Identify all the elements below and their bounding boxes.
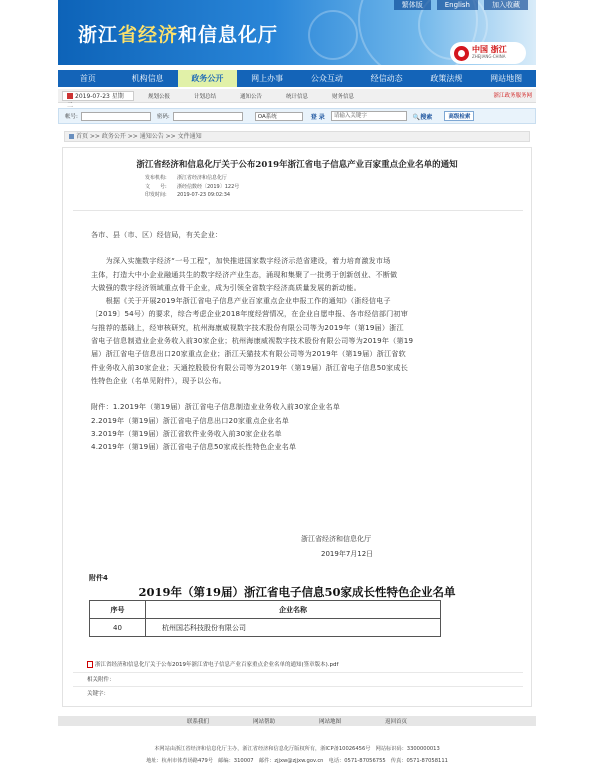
traditional-chinese-link[interactable]: 繁体版 xyxy=(394,0,431,10)
site-banner xyxy=(58,0,536,65)
table-header: 企业名称 xyxy=(146,601,441,619)
sign-date: 2019年7月12日 xyxy=(321,550,374,558)
calendar-icon xyxy=(67,93,73,99)
annex-title: 2019年（第19届）浙江省电子信息50家成长性特色企业名单 xyxy=(138,585,456,599)
pdf-link-text: 浙江省经济和信息化厅关于公布2019年浙江省电子信息产业百家重点企业名单的通知(签章版本).pdf xyxy=(95,662,339,668)
add-favorite-link[interactable]: 加入收藏 xyxy=(484,0,528,10)
table-header-row xyxy=(90,601,441,619)
meta-key: 文 号: xyxy=(145,183,167,190)
account-input[interactable] xyxy=(81,112,151,121)
article-panel xyxy=(62,147,532,707)
site-title[interactable] xyxy=(78,20,278,47)
attachment-item: 4.2019年（第19届）浙江省电子信息50家成长性特色企业名单 xyxy=(91,442,297,452)
password-label: 密码: xyxy=(156,114,170,120)
subnav-link-finance[interactable]: 财务信息 xyxy=(332,93,355,100)
china-logo-en: ZHEJIANG·CHINA xyxy=(472,54,506,59)
account-label: 帐号: xyxy=(65,114,78,120)
paragraph-line: 件业务收入前30家企业；天通控股股份有限公司等为2019年（第19届）浙江省电子信息50家成长 xyxy=(91,362,408,372)
paragraph-line: 省电子信息制造业企业务收入前30家企业；杭州海康威视数字技术股份有限公司等为2019年（第19 xyxy=(91,336,414,346)
paragraph-line: 届）浙江省电子信息出口20家重点企业；浙江天猫技术有限公司等为2019年（第19届）浙江省软 xyxy=(91,349,406,359)
subnav-link-plans[interactable]: 规划公报 xyxy=(148,93,171,100)
table-row xyxy=(90,619,441,637)
nav-item-organization[interactable]: 机构信息 xyxy=(131,74,164,83)
site-title-part: 浙江 xyxy=(78,24,119,46)
salutation: 各市、县（市、区）经信局，有关企业： xyxy=(91,230,223,239)
article-body xyxy=(91,228,515,453)
paragraph-line: 〔2019〕54号）的要求，综合考虑企业2018年度经营情况，在企业自愿申报、各市经信部门初审 xyxy=(91,309,408,319)
system-select[interactable]: OA系统 xyxy=(255,112,303,121)
paragraph-line: 与推荐的基础上，经审核研究，杭州海康威视数字技术股份有限公司等为2019年（第19届）浙江 xyxy=(91,322,404,332)
divider xyxy=(73,686,523,687)
related-attachments-label: 相关附件： xyxy=(87,677,115,683)
nav-item-policies[interactable]: 政策法规 xyxy=(430,74,463,83)
meta-key: 发布机构: xyxy=(145,175,167,181)
nav-item-government-affairs[interactable]: 政务公开 xyxy=(178,70,238,87)
meta-row xyxy=(145,183,239,192)
meta-value: 浙江省经济和信息化厅 xyxy=(177,175,228,181)
pdf-attachment-link[interactable] xyxy=(87,660,338,668)
paragraph-line: 性特色企业（名单见附件），现予以公布。 xyxy=(91,375,227,385)
nav-item-home[interactable]: 首页 xyxy=(79,74,96,83)
login-search-bar xyxy=(58,108,536,124)
site-title-part: 省 xyxy=(118,24,139,46)
paragraph-line: 大做强的数字经济领域重点骨干企业，成为引领全省数字经济高质量发展的新动能。 xyxy=(91,282,361,292)
meta-row xyxy=(145,191,239,200)
meta-value: 浙经信数经〔2019〕122号 xyxy=(177,183,240,190)
main-nav xyxy=(58,70,536,87)
footer-link-contact[interactable]: 联系我们 xyxy=(186,719,209,725)
login-button[interactable]: 登 录 xyxy=(310,113,325,121)
footer-link-help[interactable]: 网站帮助 xyxy=(252,719,275,725)
sub-nav xyxy=(58,89,536,109)
article-title: 浙江省经济和信息化厅关于公布2019年浙江省电子信息产业百家重点企业名单的通知 xyxy=(136,160,458,170)
advanced-search-button[interactable]: 高级检索 xyxy=(444,111,474,121)
meta-value: 2019-07-23 09:02:34 xyxy=(177,192,231,199)
date-display xyxy=(62,91,134,109)
site-title-part: 和信息化厅 xyxy=(178,24,279,46)
china-logo-text xyxy=(472,45,507,61)
sub-nav-links xyxy=(148,92,378,100)
date-text: 2019-07-23 星期二 xyxy=(67,92,124,109)
attachment-item: 2.2019年（第19届）浙江省电子信息出口20家重点企业名单 xyxy=(91,415,290,425)
footer-contact-info: 地址：杭州市体育场路479号 邮编：310007 邮件：zjjxw@zjjxw.gov.cn 电话：0571-87056755 传真：0571-87058111 xyxy=(146,758,448,764)
pdf-icon xyxy=(87,661,93,668)
attachment-item: 附件：1.2019年（第19届）浙江省电子信息制造业业务收入前30家企业名单 xyxy=(91,402,341,412)
breadcrumb-text[interactable]: 首页 >> 政务公开 >> 通知公告 >> 文件通知 xyxy=(76,133,202,140)
spacer xyxy=(91,387,515,400)
divider xyxy=(73,210,523,211)
table-cell: 40 xyxy=(90,619,146,637)
gov-service-link[interactable]: 浙江政务服务网 xyxy=(493,93,532,99)
site-title-part: 经济 xyxy=(138,24,179,46)
footer-nav xyxy=(58,716,536,726)
signature-block xyxy=(301,532,373,562)
table-header: 序号 xyxy=(90,601,146,619)
search-button[interactable]: 🔍搜索 xyxy=(412,113,433,121)
annex-table xyxy=(89,600,441,637)
page-wrapper xyxy=(58,0,536,774)
attachment-item: 3.2019年（第19届）浙江省软件业务收入前30家企业名单 xyxy=(91,428,282,438)
meta-key: 印发时间: xyxy=(145,192,167,199)
divider xyxy=(73,672,523,673)
china-logo-icon xyxy=(454,46,469,61)
breadcrumb xyxy=(64,131,530,142)
paragraph-line: 为深入实施数字经济“一号工程”，加快推进国家数字经济示范省建设，着力培育激发市场 xyxy=(91,256,391,266)
keywords-label: 关键字： xyxy=(87,691,110,697)
paragraph-line: 主体，打造大中小企业融通共生的数字经济产业生态，涌现和集聚了一批勇于创新创业、不断做 xyxy=(91,269,398,279)
nav-item-news[interactable]: 经信动态 xyxy=(370,74,403,83)
nav-item-sitemap[interactable]: 网站地图 xyxy=(490,74,523,83)
english-link[interactable]: English xyxy=(437,0,478,10)
search-button-label: 搜索 xyxy=(420,113,433,121)
spacer xyxy=(91,241,515,254)
subnav-link-statistics[interactable]: 统计信息 xyxy=(286,93,309,100)
table-cell: 杭州国芯科技股份有限公司 xyxy=(146,619,441,637)
keyword-search-input[interactable]: 请输入关键字 xyxy=(331,111,407,121)
password-input[interactable] xyxy=(173,112,243,121)
article-meta xyxy=(145,174,239,200)
signer: 浙江省经济和信息化厅 xyxy=(301,535,371,543)
nav-item-online-services[interactable]: 网上办事 xyxy=(251,74,284,83)
footer-copyright: 本网站由浙江省经济和信息化厅主办，浙江省经济和信息化厅版权所有，浙ICP备10026456号 网站标识码：3300000013 xyxy=(154,746,440,752)
footer-link-sitemap[interactable]: 网站地图 xyxy=(319,719,342,725)
subnav-link-notices[interactable]: 通知公告 xyxy=(240,93,263,100)
home-icon xyxy=(69,134,74,139)
top-links xyxy=(394,0,528,10)
china-logo-cn: 中国 浙江 xyxy=(472,44,507,54)
annex-label: 附件4 xyxy=(89,574,108,582)
paragraph-line: 根据《关于开展2019年浙江省电子信息产业百家重点企业申报工作的通知》（浙经信电子 xyxy=(91,296,391,306)
footer-link-home[interactable]: 返回首页 xyxy=(385,719,408,725)
subnav-link-summaries[interactable]: 计划总结 xyxy=(194,93,217,100)
china-zhejiang-logo[interactable] xyxy=(450,42,526,64)
meta-row xyxy=(145,174,239,183)
nav-item-public-interaction[interactable]: 公众互动 xyxy=(310,74,343,83)
banner-decoration xyxy=(308,10,358,60)
